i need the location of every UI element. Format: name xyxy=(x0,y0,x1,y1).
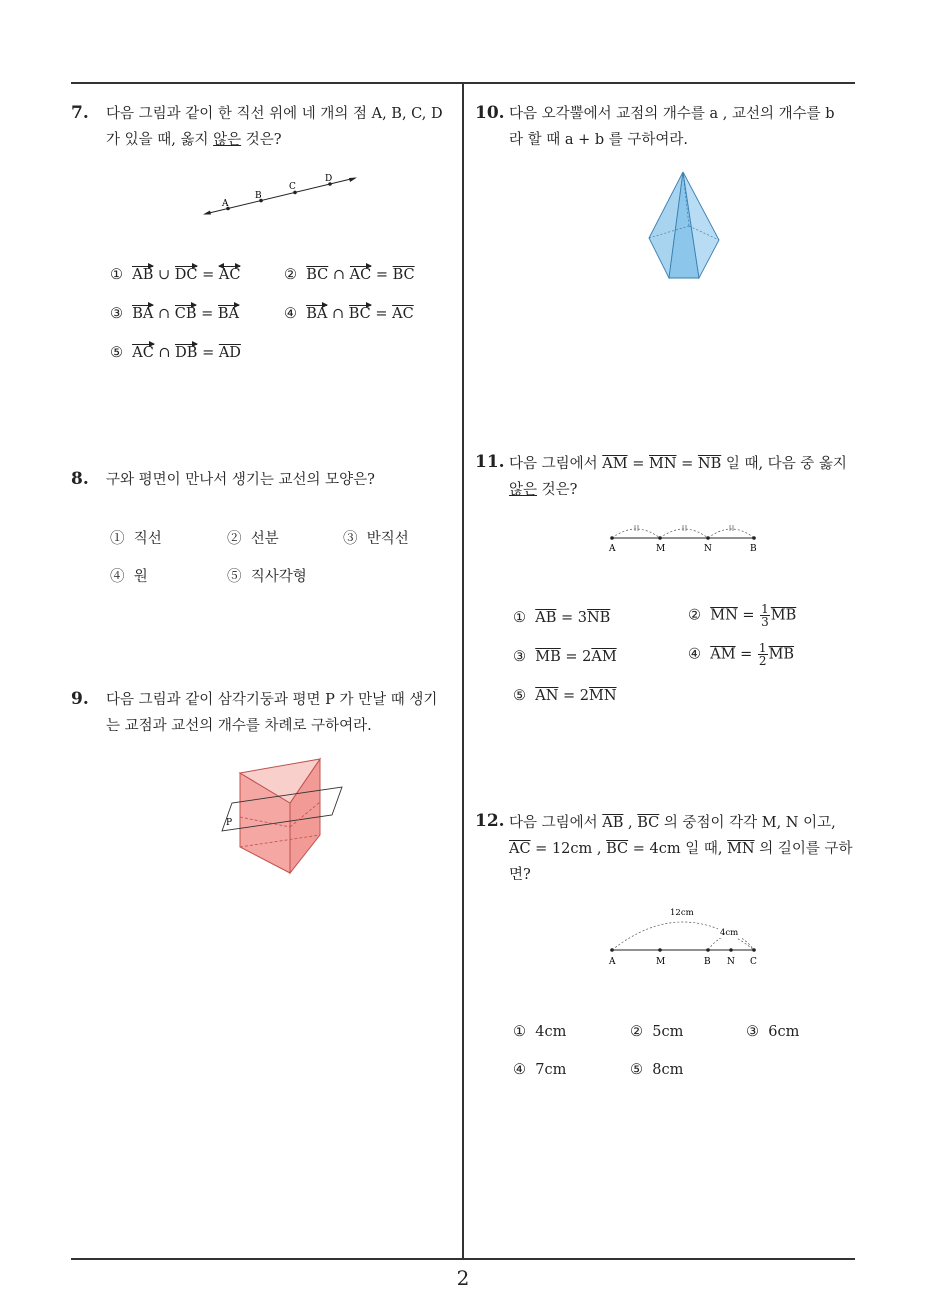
q11-option-4[interactable] xyxy=(688,642,794,667)
q11-arc-mn xyxy=(660,529,708,538)
q11-opt2-eq: = xyxy=(742,607,755,624)
q11-opt3-rhs: $\overline{AM}$ xyxy=(591,649,617,665)
q8-option-4-label: 원 xyxy=(133,569,148,585)
q12-label-a: A xyxy=(609,957,616,967)
q7-opt2-eq: = xyxy=(375,267,388,283)
q7-opt4-seg-ac: $\overline{AC}$ xyxy=(392,306,414,322)
question-10-text xyxy=(509,101,861,153)
q7-opt5-op: ∩ xyxy=(158,345,171,361)
column-divider xyxy=(462,82,464,1259)
q8-option-4-marker: ④ xyxy=(110,569,125,585)
question-8-text: 구와 평면이 만나서 생기는 교선의 모양은? xyxy=(106,472,375,488)
q11-eq2: = xyxy=(676,456,698,472)
q7-option-5[interactable] xyxy=(110,345,241,361)
q8-option-1[interactable] xyxy=(110,527,162,548)
q12-point-m xyxy=(658,948,662,952)
q12-option-2[interactable] xyxy=(630,1024,683,1040)
q7-option-3-marker: ③ xyxy=(110,306,123,322)
question-9-number: 9. xyxy=(71,689,89,709)
q7-emphasis: 않은 xyxy=(213,132,242,148)
q12-point-a xyxy=(610,948,614,952)
q8-option-2-marker: ② xyxy=(227,531,242,547)
q7-opt1-line-ac xyxy=(219,267,241,283)
q7-opt3-eq: = xyxy=(201,306,214,322)
q11-option-4-marker: ④ xyxy=(688,646,701,663)
q11-text-start: 다음 그림에서 xyxy=(509,456,603,472)
q12-option-1-marker: ① xyxy=(513,1024,526,1040)
q12-option-2-label: 5cm xyxy=(652,1024,684,1040)
q12-seg-bc2: $\overline{BC}$ xyxy=(606,841,629,857)
q12-option-4-label: 7cm xyxy=(535,1062,567,1078)
q11-option-3[interactable] xyxy=(513,649,617,665)
q7-opt3-ray-ba2: BA xyxy=(217,306,239,322)
q10-pyramid-figure xyxy=(645,168,725,286)
q12-seg-ab: $\overline{AB}$ xyxy=(602,815,624,831)
q7-option-4-marker: ④ xyxy=(284,306,297,322)
question-7-number: 7. xyxy=(71,103,89,123)
q12-option-5[interactable] xyxy=(630,1062,683,1078)
q7-line-figure xyxy=(195,168,365,220)
q12-option-5-marker: ⑤ xyxy=(630,1062,643,1078)
q7-label-b: B xyxy=(255,191,262,201)
q12-arc-label-4cm: 4cm xyxy=(720,928,739,938)
bottom-rule xyxy=(71,1258,855,1260)
q12-seg-mn: $\overline{MN}$ xyxy=(727,841,755,857)
q8-option-3-marker: ③ xyxy=(343,531,358,547)
q7-opt4-eq: = xyxy=(375,306,388,322)
q7-opt2-seg-bc2: $\overline{BC}$ xyxy=(392,267,415,283)
q11-opt3-eq: = xyxy=(565,649,578,665)
q8-option-5-marker: ⑤ xyxy=(227,569,242,585)
q10-text-line1: 다음 오각뿔에서 교점의 개수를 a , 교선의 개수를 b xyxy=(509,106,835,122)
q11-point-n xyxy=(706,536,710,540)
q11-opt4-num: 1 xyxy=(758,641,767,655)
q12-point-n xyxy=(729,948,733,952)
q11-option-3-marker: ③ xyxy=(513,649,526,665)
q12-option-3-label: 6cm xyxy=(768,1024,800,1040)
q12-option-3-marker: ③ xyxy=(746,1024,759,1040)
question-12-text xyxy=(509,810,861,888)
q12-arc-label-12cm: 12cm xyxy=(670,908,694,918)
q11-option-5[interactable] xyxy=(513,688,617,704)
q12-sep: , xyxy=(623,815,638,831)
q7-opt1-ray-ab: AB xyxy=(132,267,154,283)
q12-option-5-label: 8cm xyxy=(652,1062,684,1078)
q7-text-end: 것은? xyxy=(241,132,282,148)
q12-text-mid: 의 중점이 각각 M, N 이고, xyxy=(659,815,836,831)
q11-opt1-eq: = xyxy=(560,610,574,626)
q11-label-n: N xyxy=(704,544,712,554)
q7-option-1[interactable] xyxy=(110,267,240,283)
question-9-text xyxy=(106,687,461,739)
q11-opt2-den: 3 xyxy=(761,615,769,629)
q7-label-c: C xyxy=(289,182,296,192)
q8-option-2[interactable] xyxy=(227,527,279,548)
q7-option-5-marker: ⑤ xyxy=(110,345,123,361)
q7-opt2-seg-bc: $\overline{BC}$ xyxy=(306,267,329,283)
q11-point-b xyxy=(752,536,756,540)
q11-point-a xyxy=(610,536,614,540)
q11-arc-am xyxy=(612,529,660,538)
q7-opt3-ray-ba: BA xyxy=(132,306,154,322)
q12-option-4-marker: ④ xyxy=(513,1062,526,1078)
q11-opt5-eq: = xyxy=(563,688,576,704)
question-8-number: 8. xyxy=(71,469,89,489)
q7-opt1-ray-dc: DC xyxy=(174,267,198,283)
q11-option-2[interactable] xyxy=(688,603,796,628)
q11-opt4-eq: = xyxy=(740,646,753,663)
question-11-number: 11. xyxy=(475,452,505,472)
q11-opt2-fraction xyxy=(760,603,770,628)
q9-plane-label: P xyxy=(226,818,233,828)
q11-emphasis: 않은 xyxy=(509,482,538,498)
q7-option-4[interactable] xyxy=(284,306,414,322)
q7-opt5-eq: = xyxy=(202,345,215,361)
q7-arrow-right xyxy=(349,178,357,183)
q11-opt2-lhs: $\overline{MN}$ xyxy=(710,607,738,624)
q12-label-m: M xyxy=(656,957,666,967)
q11-opt2-rhs: $\overline{MB}$ xyxy=(770,607,797,624)
q7-label-a: A xyxy=(222,199,229,209)
q12-seg-ac: $\overline{AC}$ xyxy=(509,841,531,857)
q9-prism-figure xyxy=(218,755,348,880)
q11-seg-nb: $\overline{NB}$ xyxy=(697,456,722,472)
q11-point-m xyxy=(658,536,662,540)
q11-arc-nb xyxy=(708,529,754,538)
question-12-number: 12. xyxy=(475,811,505,831)
q11-option-2-marker: ② xyxy=(688,607,701,624)
q11-opt1-coef: 3 xyxy=(577,610,587,626)
question-10-number: 10. xyxy=(475,103,505,123)
q8-option-5-label: 직사각형 xyxy=(250,569,307,585)
page-number: 2 xyxy=(456,1266,470,1290)
q11-text-mid: 일 때, 다음 중 옳지 xyxy=(721,456,847,472)
q7-option-2[interactable] xyxy=(284,267,415,283)
q12-label-n: N xyxy=(727,957,735,967)
q12-val1: = 12cm , xyxy=(530,841,607,857)
q8-option-1-label: 직선 xyxy=(133,531,162,547)
q11-opt5-coef: 2 xyxy=(579,688,589,704)
q7-opt3-ray-cb: CB xyxy=(174,306,197,322)
q12-text-end: 면? xyxy=(509,867,531,883)
q11-label-a: A xyxy=(609,544,616,554)
q12-label-b: B xyxy=(704,957,711,967)
q8-option-3[interactable] xyxy=(343,527,409,548)
q12-point-b xyxy=(706,948,710,952)
q12-option-2-marker: ② xyxy=(630,1024,643,1040)
q11-option-1[interactable] xyxy=(513,610,610,626)
q11-opt3-coef: 2 xyxy=(582,649,592,665)
q8-option-4[interactable] xyxy=(110,565,148,586)
q7-opt5-ray-ac: AC xyxy=(132,345,154,361)
q7-text-line2: 가 있을 때, 옳지 xyxy=(106,132,214,148)
q8-option-3-label: 반직선 xyxy=(366,531,409,547)
q12-option-4[interactable] xyxy=(513,1062,566,1078)
q7-opt4-ray-bc: BC xyxy=(348,306,371,322)
q11-opt4-den: 2 xyxy=(758,654,767,668)
q12-val2: = 4cm 일 때, xyxy=(628,841,728,857)
q7-option-3[interactable] xyxy=(110,306,239,322)
q7-opt5-ray-db: DB xyxy=(175,345,198,361)
q11-option-1-marker: ① xyxy=(513,610,526,626)
q8-option-5[interactable] xyxy=(227,565,307,586)
q11-opt3-lhs: $\overline{MB}$ xyxy=(535,649,561,665)
q11-segment-figure xyxy=(604,516,764,556)
q7-opt1-line-ac-text: AC xyxy=(218,267,241,283)
q7-opt4-ray-ba: BA xyxy=(306,306,328,322)
q11-label-m: M xyxy=(656,544,666,554)
q7-option-1-marker: ① xyxy=(110,267,123,283)
q12-seg-bc: $\overline{BC}$ xyxy=(637,815,660,831)
q12-text-start: 다음 그림에서 xyxy=(509,815,603,831)
q11-opt1-rhs: $\overline{NB}$ xyxy=(586,610,611,626)
q11-opt4-lhs: $\overline{AM}$ xyxy=(710,646,736,663)
q7-opt1-eq: = xyxy=(202,267,215,283)
q9-text-line1: 다음 그림과 같이 삼각기둥과 평면 P 가 만날 때 생기 xyxy=(106,692,438,708)
q11-opt2-num: 1 xyxy=(761,602,769,616)
q7-opt4-op: ∩ xyxy=(331,306,345,322)
q7-opt1-op: ∪ xyxy=(157,267,171,283)
q11-opt5-lhs: $\overline{AN}$ xyxy=(535,688,559,704)
q11-label-b: B xyxy=(750,544,757,554)
q12-label-c: C xyxy=(750,957,757,967)
q12-option-3[interactable] xyxy=(746,1024,799,1040)
q12-option-1[interactable] xyxy=(513,1024,566,1040)
q8-option-2-label: 선분 xyxy=(250,531,279,547)
q11-seg-mn: $\overline{MN}$ xyxy=(648,456,677,472)
q7-opt2-ray-ac: AC xyxy=(349,267,372,283)
q7-text-line1: 다음 그림과 같이 한 직선 위에 네 개의 점 A, B, C, D xyxy=(106,106,443,122)
q11-opt4-rhs: $\overline{MB}$ xyxy=(768,646,795,663)
q7-opt2-op: ∩ xyxy=(332,267,346,283)
q11-option-5-marker: ⑤ xyxy=(513,688,526,704)
q11-seg-am: $\overline{AM}$ xyxy=(602,456,628,472)
question-7-text xyxy=(106,101,461,153)
q11-opt1-lhs: $\overline{AB}$ xyxy=(535,610,557,626)
q11-opt4-fraction xyxy=(758,642,768,667)
q7-opt5-seg-ad: $\overline{AD}$ xyxy=(218,345,241,361)
q10-text-line2: 라 할 때 a + b 를 구하여라. xyxy=(509,132,689,148)
q7-option-2-marker: ② xyxy=(284,267,297,283)
q12-option-1-label: 4cm xyxy=(535,1024,567,1040)
q7-arrow-left xyxy=(203,211,211,215)
q12-segment-figure xyxy=(604,902,768,970)
q7-label-d: D xyxy=(325,174,333,184)
q11-opt5-rhs: $\overline{MN}$ xyxy=(589,688,617,704)
q8-option-1-marker: ① xyxy=(110,531,125,547)
q12-text-line2-end: 의 길이를 구하 xyxy=(754,841,853,857)
q11-text-end: 것은? xyxy=(537,482,578,498)
q9-text-line2: 는 교점과 교선의 개수를 차례로 구하여라. xyxy=(106,718,372,734)
q7-opt3-op: ∩ xyxy=(157,306,171,322)
q12-point-c xyxy=(752,948,756,952)
question-11-text xyxy=(509,451,861,503)
q11-eq1: = xyxy=(627,456,649,472)
